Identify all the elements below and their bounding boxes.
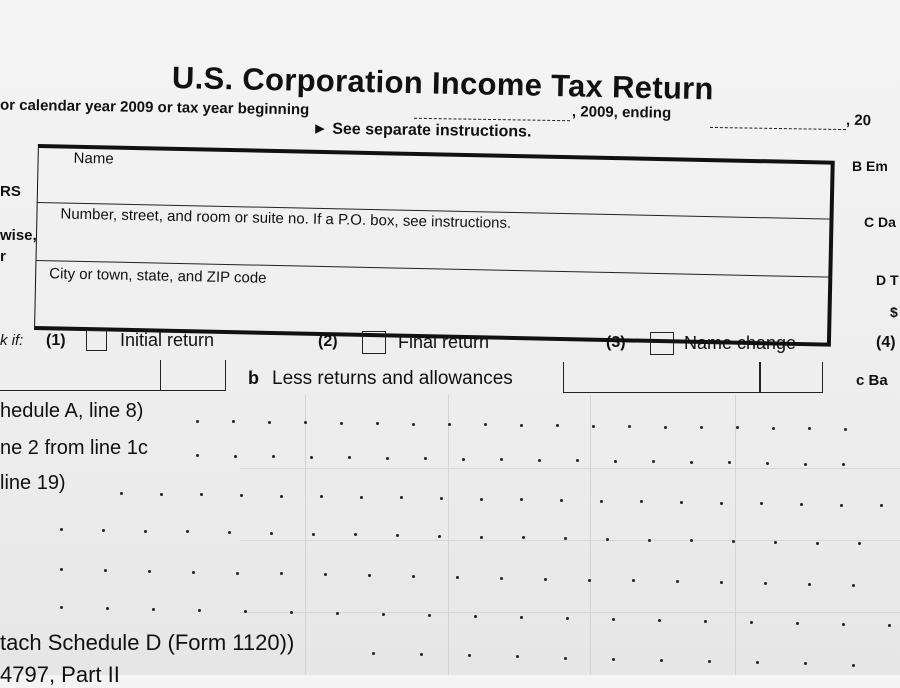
leader-dot (808, 583, 811, 586)
leader-dot (840, 504, 843, 507)
leader-dot (680, 501, 683, 504)
leader-dot (648, 539, 651, 542)
leader-dot (372, 652, 375, 655)
leader-dot (544, 578, 547, 581)
leader-dot (852, 664, 855, 667)
line-item-gross-profit: ne 2 from line 1c (0, 437, 148, 459)
leader-dot (360, 496, 363, 499)
leader-dot (120, 492, 123, 495)
check-2-number: (2) (318, 333, 338, 350)
leader-dot (438, 535, 441, 538)
check-1-number: (1) (46, 332, 66, 349)
leader-dot (556, 424, 559, 427)
leader-dot (186, 530, 189, 533)
initial-return-label: Initial return (120, 330, 215, 350)
leader-dot (386, 457, 389, 460)
leader-dot (750, 621, 753, 624)
instructions-note: ► See separate instructions. (311, 120, 532, 141)
leader-dot (858, 542, 861, 545)
leader-dot (312, 533, 315, 536)
leader-dot (448, 423, 451, 426)
leader-dot (280, 495, 283, 498)
leader-dot (396, 534, 399, 537)
leader-dot (676, 580, 679, 583)
leader-dot (728, 461, 731, 464)
leader-dot (340, 422, 343, 425)
leader-dot (192, 571, 195, 574)
leader-dot (290, 611, 293, 614)
leader-dot (60, 568, 63, 571)
leader-dot (708, 660, 711, 663)
leader-dot (842, 623, 845, 626)
leader-dot (200, 493, 203, 496)
leader-dot (234, 455, 237, 458)
leader-dot (612, 618, 615, 621)
leader-dot (804, 463, 807, 466)
leader-dot (60, 528, 63, 531)
leader-dot (480, 498, 483, 501)
city-label: City or town, state, and ZIP code (49, 265, 267, 287)
dollar-sign: $ (890, 304, 898, 320)
leader-dot (576, 459, 579, 462)
leader-dot (484, 423, 487, 426)
leader-dot (720, 502, 723, 505)
name-address-block (0, 140, 865, 346)
gross-receipts-cents-field[interactable] (160, 360, 226, 391)
leader-dot (480, 536, 483, 539)
leader-dot (236, 572, 239, 575)
tax-year-ending-text: , 2009, ending (571, 103, 672, 122)
leader-dot (468, 654, 471, 657)
leader-dot (104, 569, 107, 572)
margin-text-r: r (0, 248, 6, 265)
field-c-label: C Da (864, 214, 896, 230)
leader-dot (756, 661, 759, 664)
leader-dot (766, 462, 769, 465)
margin-text-wise: wise, (0, 227, 37, 244)
leader-dot (520, 616, 523, 619)
leader-dot (520, 424, 523, 427)
leader-dot (564, 657, 567, 660)
leader-dot (808, 427, 811, 430)
leader-dot (690, 539, 693, 542)
leader-dot (196, 420, 199, 423)
leader-dot (516, 655, 519, 658)
leader-dot (280, 572, 283, 575)
leader-dot (412, 423, 415, 426)
leader-dot (198, 609, 201, 612)
leader-dot (844, 428, 847, 431)
leader-dot (800, 503, 803, 506)
leader-dot (324, 573, 327, 576)
leader-dot (852, 584, 855, 587)
leader-dot (606, 538, 609, 541)
final-return-label: Final return (398, 332, 490, 352)
leader-dot (660, 659, 663, 662)
leader-dot (160, 493, 163, 496)
line-item-form-4797: 4797, Part II (0, 662, 120, 687)
leader-dot (628, 425, 631, 428)
leader-dot (228, 531, 231, 534)
leader-dot (102, 529, 105, 532)
field-d-label: D T (876, 272, 899, 288)
leader-dot (500, 458, 503, 461)
leader-dot (456, 576, 459, 579)
leader-dot (816, 542, 819, 545)
name-change-label: Name change (684, 333, 797, 353)
leader-dot (760, 502, 763, 505)
returns-amount-field[interactable] (563, 362, 761, 393)
leader-dot (232, 420, 235, 423)
returns-label: Less returns and allowances (272, 368, 513, 389)
leader-dot (774, 541, 777, 544)
leader-dot (148, 570, 151, 573)
leader-dot (772, 427, 775, 430)
leader-dot (268, 421, 271, 424)
balance-label: c Ba (856, 372, 888, 389)
leader-dot (428, 614, 431, 617)
leader-dot (376, 422, 379, 425)
leader-dot (336, 612, 339, 615)
leader-dot (720, 581, 723, 584)
leader-dot (152, 608, 155, 611)
leader-dot (764, 582, 767, 585)
leader-dot (354, 533, 357, 536)
leader-dot (382, 613, 385, 616)
leader-dot (240, 494, 243, 497)
leader-dot (368, 574, 371, 577)
leader-dot (566, 617, 569, 620)
leader-dot (520, 498, 523, 501)
leader-dot (690, 461, 693, 464)
line-item-cost-of-goods: hedule A, line 8) (0, 400, 144, 422)
leader-dot (272, 455, 275, 458)
leader-dot (560, 499, 563, 502)
leader-dot (144, 530, 147, 533)
leader-dot (106, 607, 109, 610)
line-item-capital-gain: tach Schedule D (Form 1120)) (0, 630, 295, 655)
leader-dot (804, 662, 807, 665)
leader-dot (700, 426, 703, 429)
leader-dot (588, 579, 591, 582)
leader-dot (474, 615, 477, 618)
leader-dot (270, 532, 273, 535)
check-if-label: k if: (0, 332, 24, 349)
form-title: U.S. Corporation Income Tax Return (171, 60, 715, 107)
leader-dot (348, 456, 351, 459)
leader-dot (462, 458, 465, 461)
street-label: Number, street, and room or suite no. If a P.O. box, see instructions. (60, 205, 512, 232)
leader-dot (310, 456, 313, 459)
gross-receipts-field[interactable] (0, 360, 161, 391)
name-label: Name (73, 149, 114, 168)
leader-dot (420, 653, 423, 656)
leader-dot (538, 459, 541, 462)
returns-letter-b: b (248, 368, 259, 388)
line-item-dividends: line 19) (0, 472, 66, 494)
leader-dot (640, 500, 643, 503)
initial-return-checkbox[interactable] (86, 330, 107, 351)
leader-dot (440, 497, 443, 500)
check-4-number: (4) (876, 334, 896, 351)
leader-dot (320, 495, 323, 498)
tax-year-begin-field[interactable] (414, 118, 570, 121)
leader-dot (522, 536, 525, 539)
leader-dot (796, 622, 799, 625)
name-change-checkbox[interactable] (650, 332, 674, 355)
tax-year-text: or calendar year 2009 or tax year beginning (0, 96, 310, 119)
leader-dot (60, 606, 63, 609)
leader-dot (412, 575, 415, 578)
final-return-checkbox[interactable] (362, 331, 386, 354)
leader-dot (592, 425, 595, 428)
leader-dot (704, 620, 707, 623)
leader-dot (500, 577, 503, 580)
leader-dot (664, 426, 667, 429)
leader-dot (400, 496, 403, 499)
leader-dot (614, 460, 617, 463)
leader-dot (652, 460, 655, 463)
leader-dot (632, 579, 635, 582)
returns-cents-field[interactable] (759, 362, 823, 393)
leader-dot (888, 624, 891, 627)
field-b-label: B Em (852, 158, 888, 174)
check-3-number: (3) (606, 334, 626, 351)
leader-dot (880, 504, 883, 507)
tax-year-end-field[interactable] (710, 127, 846, 130)
leader-dot (196, 454, 199, 457)
tax-year-20-text: , 20 (845, 111, 872, 130)
leader-dot (600, 500, 603, 503)
leader-dot (424, 457, 427, 460)
leader-dot (304, 421, 307, 424)
margin-text-rs: RS (0, 183, 21, 200)
leader-dot (612, 658, 615, 661)
leader-dot (842, 463, 845, 466)
leader-dot (736, 426, 739, 429)
leader-dot (658, 619, 661, 622)
